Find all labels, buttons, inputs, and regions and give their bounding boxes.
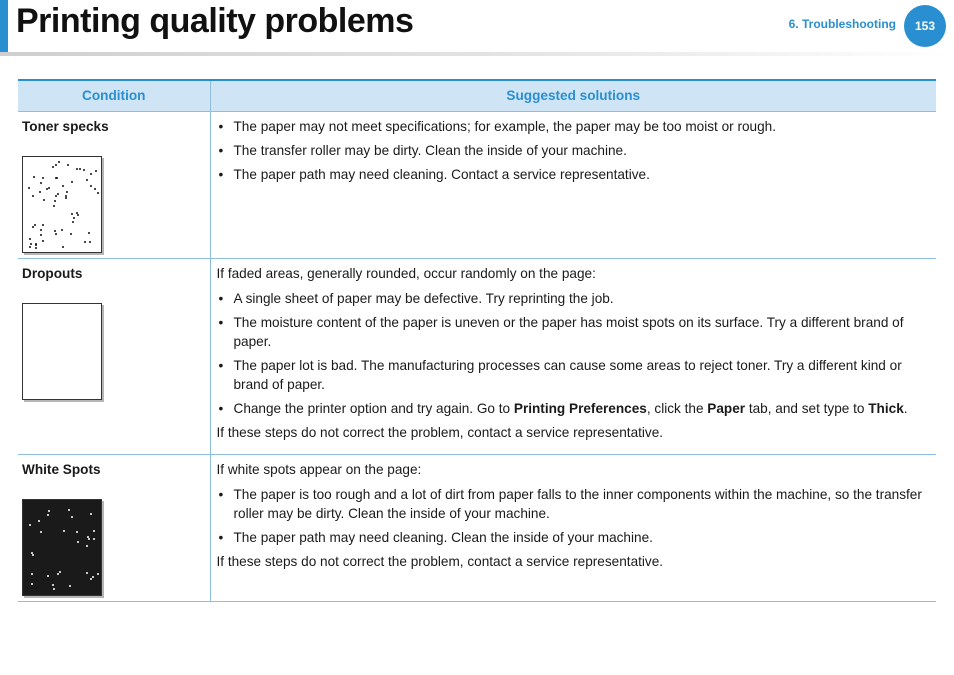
speck-dot (39, 191, 41, 193)
speck-dot (33, 176, 35, 178)
solutions-list (217, 485, 931, 547)
list-item: • The paper path may need cleaning. Clean the inside of your machine. (217, 528, 931, 547)
speck-dot (90, 173, 92, 175)
speck-dot (57, 193, 59, 195)
solutions-list (217, 289, 931, 418)
list-item: • The paper path may need cleaning. Contact a service representative. (217, 165, 931, 184)
table-row (18, 258, 936, 454)
table-row (18, 454, 936, 601)
speck-dot (68, 509, 70, 511)
list-item: • The paper may not meet specifications; for example, the paper may be too moist or rough. (217, 117, 931, 136)
speck-dot (62, 185, 64, 187)
solutions-cell (210, 111, 936, 258)
speck-dot (79, 168, 81, 170)
speck-dot (88, 538, 90, 540)
speck-dot (48, 510, 50, 512)
speck-dot (77, 541, 79, 543)
solution-outro: If these steps do not correct the problem, contact a service representative. (216, 424, 664, 440)
speck-dot (53, 205, 55, 207)
speck-dot (67, 164, 69, 166)
text-run: Change the printer option and try again. Go to (233, 400, 514, 416)
speck-dot (29, 524, 31, 526)
speck-dot (28, 187, 30, 189)
speck-dot (70, 233, 72, 235)
speck-dot (58, 161, 60, 163)
speck-dot (88, 232, 90, 234)
speck-dot (34, 224, 36, 226)
speck-dot (30, 243, 32, 245)
speck-dot (93, 538, 95, 540)
speck-dot (86, 572, 88, 574)
speck-dot (42, 224, 44, 226)
speck-dot (29, 246, 31, 248)
condition-label: Toner specks (22, 118, 109, 134)
page-number-badge: 153 (904, 5, 946, 47)
speck-dot (69, 585, 71, 587)
speck-dot (55, 164, 57, 166)
white-spots-sample-image (22, 499, 102, 596)
speck-dot (52, 166, 54, 168)
speck-dot (65, 197, 67, 199)
speck-dot (48, 187, 50, 189)
toner-specks-sample-image (22, 156, 102, 253)
condition-cell (18, 111, 210, 258)
column-header-condition: Condition (18, 80, 210, 111)
list-item (217, 399, 931, 418)
speck-dot (35, 247, 37, 249)
speck-dot (53, 588, 55, 590)
troubleshooting-table (18, 79, 936, 602)
speck-dot (95, 170, 97, 172)
text-run: tab, and set type to (745, 400, 869, 416)
solutions-cell (210, 454, 936, 601)
condition-label: Dropouts (22, 265, 83, 281)
table-header-row (18, 80, 936, 111)
speck-dot (32, 226, 34, 228)
solution-intro: If faded areas, generally rounded, occur randomly on the page: (216, 265, 596, 281)
list-item: • The transfer roller may be dirty. Clean the inside of your machine. (217, 141, 931, 160)
speck-dot (94, 188, 96, 190)
solution-intro: If white spots appear on the page: (216, 461, 422, 477)
speck-dot (86, 545, 88, 547)
speck-dot (54, 200, 56, 202)
section-breadcrumb[interactable]: 6. Troubleshooting (788, 17, 896, 31)
speck-dot (76, 531, 78, 533)
speck-dot (90, 185, 92, 187)
speck-dot (84, 241, 86, 243)
page-title: Printing quality problems (16, 2, 414, 40)
dropouts-sample-image (22, 303, 102, 400)
speck-dot (72, 221, 74, 223)
speck-dot (32, 195, 34, 197)
condition-cell (18, 454, 210, 601)
speck-dot (38, 520, 40, 522)
speck-dot (63, 530, 65, 532)
speck-dot (92, 576, 94, 578)
speck-dot (43, 199, 45, 201)
speck-dot (54, 230, 56, 232)
speck-dot (40, 531, 42, 533)
speck-dot (93, 530, 95, 532)
menu-reference-printing-preferences: Printing Preferences (513, 400, 647, 416)
speck-dot (32, 554, 34, 556)
speck-dot (42, 177, 44, 179)
speck-dot (66, 191, 68, 193)
speck-dot (76, 168, 78, 170)
solutions-list (217, 117, 931, 184)
speck-dot (52, 584, 54, 586)
list-item: • The paper is too rough and a lot of dirt from paper falls to the inner components within the machine, so the transfer roller may be dirty. Clean the inside of your machine. (217, 485, 931, 523)
speck-dot (71, 213, 73, 215)
speck-dot (90, 578, 92, 580)
speck-dot (42, 240, 44, 242)
speck-dot (47, 514, 49, 516)
speck-dot (31, 583, 33, 585)
tab-reference-paper: Paper (707, 400, 746, 416)
speck-dot (55, 233, 57, 235)
condition-label: White Spots (22, 461, 101, 477)
table-row (18, 111, 936, 258)
text-run: . (903, 400, 908, 416)
list-item: • The moisture content of the paper is uneven or the paper has moist spots on its surface. Try a different brand of paper. (217, 313, 931, 351)
condition-cell (18, 258, 210, 454)
speck-dot (40, 229, 42, 231)
header-accent-bar (0, 0, 8, 52)
speck-dot (56, 177, 58, 179)
text-run: , click the (646, 400, 708, 416)
speck-dot (57, 573, 59, 575)
speck-dot (62, 246, 64, 248)
speck-dot (47, 575, 49, 577)
speck-dot (97, 192, 99, 194)
speck-dot (83, 169, 85, 171)
speck-dot (31, 573, 33, 575)
speck-dot (61, 229, 63, 231)
speck-dot (73, 217, 75, 219)
solutions-cell (210, 258, 936, 454)
column-header-solutions: Suggested solutions (210, 80, 936, 111)
speck-dot (55, 195, 57, 197)
header-divider (0, 52, 954, 56)
speck-dot (40, 182, 42, 184)
speck-dot (40, 234, 42, 236)
speck-dot (89, 241, 91, 243)
speck-dot (71, 516, 73, 518)
speck-dot (90, 513, 92, 515)
speck-dot (46, 188, 48, 190)
list-item: • The paper lot is bad. The manufacturing processes can cause some areas to reject toner. Try a different kind or brand of paper. (217, 356, 931, 394)
solution-outro: If these steps do not correct the problem, contact a service representative. (216, 553, 664, 569)
speck-dot (97, 573, 99, 575)
speck-dot (86, 179, 88, 181)
speck-dot (35, 244, 37, 246)
option-reference-thick: Thick (868, 400, 904, 416)
list-item: • A single sheet of paper may be defective. Try reprinting the job. (217, 289, 931, 308)
speck-dot (29, 238, 31, 240)
speck-dot (71, 181, 73, 183)
